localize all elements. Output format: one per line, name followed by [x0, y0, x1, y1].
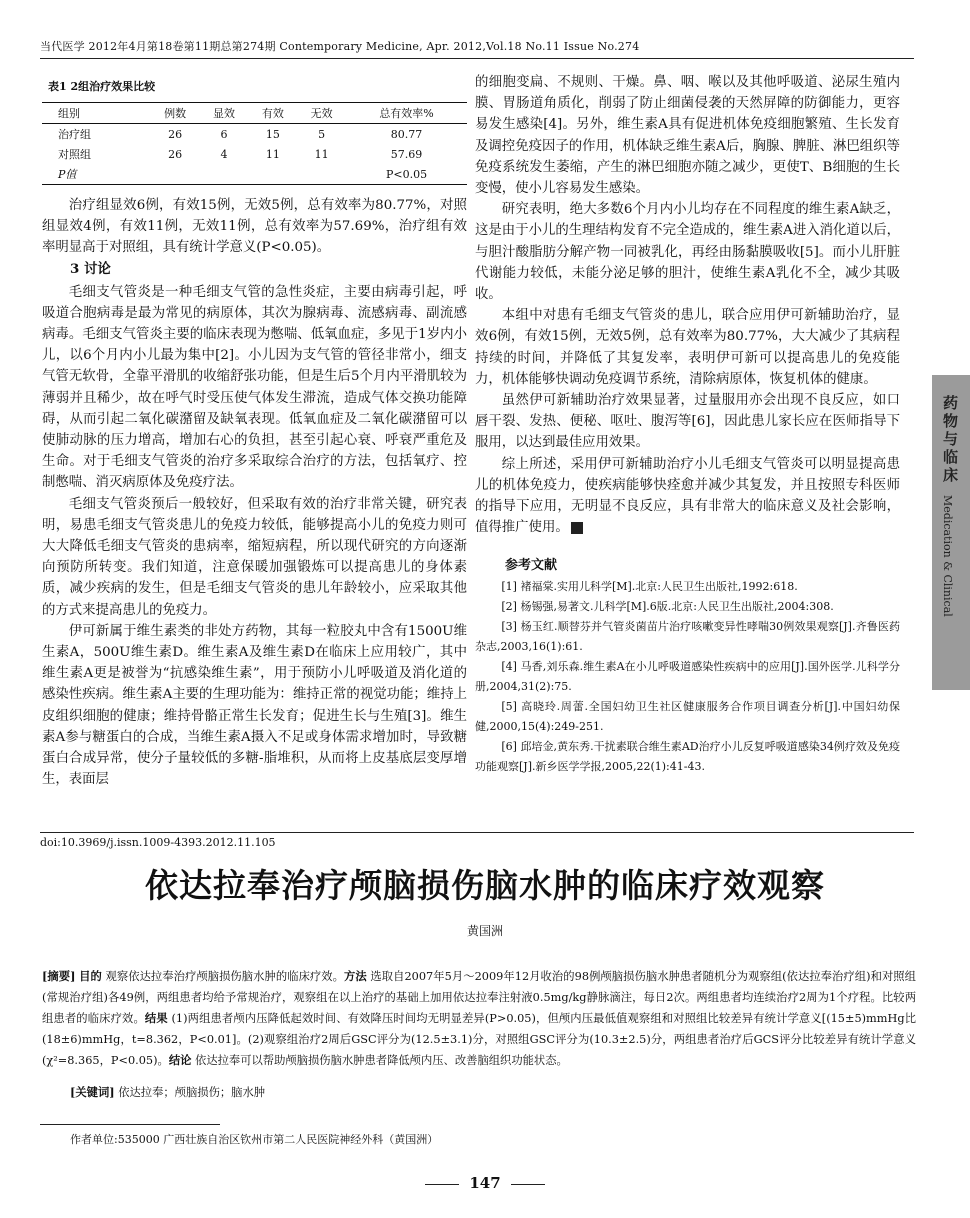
end-mark-icon	[571, 522, 583, 534]
reference-item: [4] 马香,刘乐森.维生素A在小儿呼吸道感染性疾病中的应用[J].国外医学.儿科学分册,2004,31(2):75.	[475, 660, 900, 694]
table-header-cell: 总有效率%	[346, 103, 467, 124]
table-cell	[248, 164, 297, 185]
keywords-text: 依达拉奉；颅脑损伤；脑水肿	[118, 1086, 266, 1099]
table-header-row	[42, 103, 467, 124]
table-header-cell: 有效	[248, 103, 297, 124]
header-rule	[40, 58, 914, 59]
table-row	[42, 144, 467, 164]
reference-item: [1] 褚福棠.实用儿科学[M].北京:人民卫生出版社,1992:618.	[501, 580, 798, 594]
table-cell: 57.69	[390, 147, 423, 161]
body-paragraph: 伊可新属于维生素类的非处方药物，其每一粒胶丸中含有1500U维生素A，500U维生素D。维生素A及维生素D在临床上应用较广，其中维生素A更是被誉为“抗感染维生素”，用于预防小儿呼吸道及消化道的感染性疾病。维生素A主要的生理功能为：维持正常的视觉功能；维持上皮组织细胞的健康；维持骨骼正常生长发育；促进生长与生殖[3]。维生素A参与糖蛋白的合成，当维生素A摄入不足或身体需求增加时，导致糖蛋白合成异常，使分子量较低的多糖-脂堆积，从而将上皮基底层变厚增生，表面层	[42, 623, 467, 788]
body-paragraph: 的细胞变扁、不规则、干燥。鼻、咽、喉以及其他呼吸道、泌尿生殖内膜、胃肠道角质化，削弱了防止细菌侵袭的天然屏障的防御能力，更容易发生感染[4]。另外，维生素A具有促进机体免疫细胞繁殖、生长发育及调控免疫因子的作用，机体缺乏维生素A后，胸腺、脾脏、淋巴组织等免疫系统发生萎缩，产生的淋巴细胞亦随之减少，更使T、B细胞的生长变慢，使小儿容易发生感染。	[475, 75, 900, 197]
left-column	[42, 72, 467, 790]
reference-item: [6] 邱培金,黄东秀.干扰素联合维生素AD治疗小儿反复呼吸道感染34例疗效及免疫功能观察[J].新乡医学学报,2005,22(1):41-43.	[475, 740, 900, 774]
body-paragraph: 研究表明，绝大多数6个月内小儿均存在不同程度的维生素A缺乏，这是由于小儿的生理结构发育不完全造成的，维生素A进入消化道以后，与胆汁酸脂肪分解产物一同被乳化，再经由肠黏膜吸收[5]。而小儿肝脏代谢能力较低，未能分泌足够的胆汁，使维生素A乳化不全，减少其吸收。	[475, 202, 900, 303]
table-cell: 治疗组	[58, 128, 91, 141]
body-paragraph: 虽然伊可新辅助治疗效果显著，过量服用亦会出现不良反应，如口唇干裂、发热、便秘、呕吐、腹泻等[6]，因此患儿家长应在医师指导下服用，以达到最佳应用效果。	[475, 393, 900, 451]
side-tab-english: Medication & Clinical	[941, 495, 954, 617]
table-header-cell: 组别	[42, 103, 151, 124]
table-cell: 对照组	[58, 148, 91, 161]
abstract-label: [摘要]	[42, 969, 76, 983]
results-table	[42, 102, 467, 185]
table-cell: 6	[220, 127, 228, 141]
body-paragraph: 治疗组显效6例，有效15例，无效5例，总有效率为80.77%，对照组显效4例，有效11例，无效11例，总有效率为57.69%，治疗组有效率明显高于对照组，具有统计学意义(P<0.05)。	[42, 198, 467, 256]
body-paragraph	[475, 454, 900, 539]
body-paragraph: 本组中对患有毛细支气管炎的患儿，联合应用伊可新辅助治疗，显效6例，有效15例，无效5例，总有效率为80.77%，大大减少了其病程持续的时间，并降低了其复发率，表明伊可新可以提高患儿的免疫能力，机体能够快调动免疫调节系统，清除病原体，恢复机体的健康。	[475, 308, 900, 387]
author-affiliation: 作者单位:535000 广西壮族自治区钦州市第二人民医院神经外科（黄国洲）	[70, 1133, 439, 1146]
table-cell	[297, 164, 346, 185]
article-title: 依达拉奉治疗颅脑损伤脑水肿的临床疗效观察	[145, 866, 825, 905]
table-header-cell: 显效	[200, 103, 249, 124]
table-cell: 5	[318, 127, 326, 141]
abstract-method-label: 方法	[344, 969, 367, 983]
table-cell: 4	[220, 147, 228, 161]
table-cell	[200, 164, 249, 185]
abstract-conclusion: 依达拉奉可以帮助颅脑损伤脑水肿患者降低颅内压、改善脑组织功能状态。	[195, 1054, 568, 1067]
abstract	[42, 966, 916, 1072]
table-cell: 11	[314, 147, 329, 161]
table-header-cell: 无效	[297, 103, 346, 124]
page-number-text: 147	[469, 1174, 501, 1192]
abstract-objective-label: 目的	[79, 969, 102, 983]
side-tab-chinese: 药物与临床	[941, 395, 959, 485]
table-cell: 15	[265, 127, 280, 141]
reference-item: [5] 高晓玲.周蕾.全国妇幼卫生社区健康服务合作项目调查分析[J].中国妇幼保健,2000,15(4):249-251.	[475, 700, 900, 734]
body-paragraph: 毛细支气管炎预后一般较好，但采取有效的治疗非常关键，研究表明，易患毛细支气管炎患儿的免疫力较低，能够提高小儿的免疫力则可大大降低毛细支气管炎的患病率，缩短病程，所以现代研究的方向逐渐向预防所转变。我们知道，注意保暖加强锻炼可以提高患儿的身体素质，减少疾病的发生，但是毛细支气管炎的患儿年龄较小，应采取其他的方式来提高患儿的免疫力。	[42, 496, 467, 618]
abstract-objective: 观察依达拉奉治疗颅脑损伤脑水肿的临床疗效。	[105, 970, 345, 983]
table-cell: P<0.05	[346, 164, 467, 185]
doi: doi:10.3969/j.issn.1009-4393.2012.11.105	[40, 836, 276, 849]
conclusion-text: 综上所述，采用伊可新辅助治疗小儿毛细支气管炎可以明显提高患儿的机体免疫力，使疾病能够快痊愈并减少其复发，并且按照专科医师的指导下应用，无明显不良反应，具有非常大的临床意义及社会影响，值得推广使用。	[475, 456, 900, 536]
footnote-rule	[40, 1124, 220, 1125]
right-column	[475, 72, 900, 777]
keywords-label: [关键词]	[70, 1085, 115, 1099]
page-dash-left	[425, 1184, 459, 1185]
table-cell: 26	[168, 147, 183, 161]
table-row	[42, 164, 467, 185]
abstract-conclusion-label: 结论	[168, 1053, 192, 1067]
table-cell: P值	[42, 164, 151, 185]
table-header-cell: 例数	[151, 103, 200, 124]
references-title: 参考文献	[505, 558, 558, 574]
table-cell: 80.77	[390, 127, 423, 141]
article-separator	[40, 832, 914, 833]
section-heading: 3 讨论	[70, 260, 111, 277]
page-number	[0, 1174, 970, 1192]
reference-item: [2] 杨锡强,易著文.儿科学[M].6版.北京:人民卫生出版社,2004:308.	[501, 600, 834, 614]
body-paragraph: 毛细支气管炎是一种毛细支气管的急性炎症，主要由病毒引起，呼吸道合胞病毒是最为常见的病原体，其次为腺病毒、流感病毒、副流感病毒。毛细支气管炎主要的临床表现为憋喘、低氧血症，多见于1岁内小儿，以6个月内小儿最为集中[2]。小儿因为支气管的管径非常小，细支气管无软骨，全靠平滑肌的收缩舒张功能，但是生后5个月内平滑肌较为薄弱并且稀少，故在呼气时受压使气体发生滞流，造成气体交换功能障碍，从而引起二氧化碳潴留及缺氧表现。低氧血症及二氧化碳潴留可以使肺动脉的压力增高，增加右心的负担，甚至引起心衰、呼衰严重危及生命。对于毛细支气管炎的治疗多采取综合治疗的方法，包括氧疗、控制憋喘、消灭病原体及免疫疗法。	[42, 284, 467, 491]
page-dash-right	[511, 1184, 545, 1185]
table-row	[42, 124, 467, 145]
abstract-result-label: 结果	[144, 1011, 168, 1025]
section-side-tab	[932, 375, 970, 690]
table-caption: 表1 2组治疗效果比较	[48, 80, 156, 93]
abstract-result: (1)两组患者颅内压降低起效时间、有效降压时间均无明显差异(P>0.05)，但颅内压最低值观察组和对照组比较差异有统计学意义[(15±5)mmHg比(18±6)mmHg，t=8.362，P<0.01]。(2)观察组治疗2周后GSC评分为(12.5±3.1)分，对照组GSC评分为(10.3±2.5)分，两组患者治疗后GCS评分比较差异有统计学意义(χ²=8.365，P<0.05)。	[42, 1012, 916, 1067]
reference-item: [3] 杨玉红.顺替芬并气管炎菌苗片治疗咳嗽变异性哮喘30例效果观察[J].齐鲁医药杂志,2003,16(1):61.	[475, 620, 900, 654]
table-cell	[151, 164, 200, 185]
table-cell: 26	[168, 127, 183, 141]
keywords	[70, 1084, 265, 1100]
table-cell: 11	[265, 147, 280, 161]
running-header: 当代医学 2012年4月第18卷第11期总第274期 Contemporary Medicine, Apr. 2012,Vol.18 No.11 Issue No.274	[40, 40, 640, 53]
article-author: 黄国洲	[466, 924, 503, 938]
abstract-method: 选取自2007年5月～2009年12月收治的98例颅脑损伤脑水肿患者随机分为观察组(依达拉奉治疗组)和对照组(常规治疗组)各49例，两组患者均给予常规治疗，观察组在以上治疗的基础上加用依达拉奉注射液0.5mg/kg静脉滴注，每日2次。两组患者均连续治疗2周为1个疗程。比较两组患者的临床疗效。	[42, 970, 916, 1025]
